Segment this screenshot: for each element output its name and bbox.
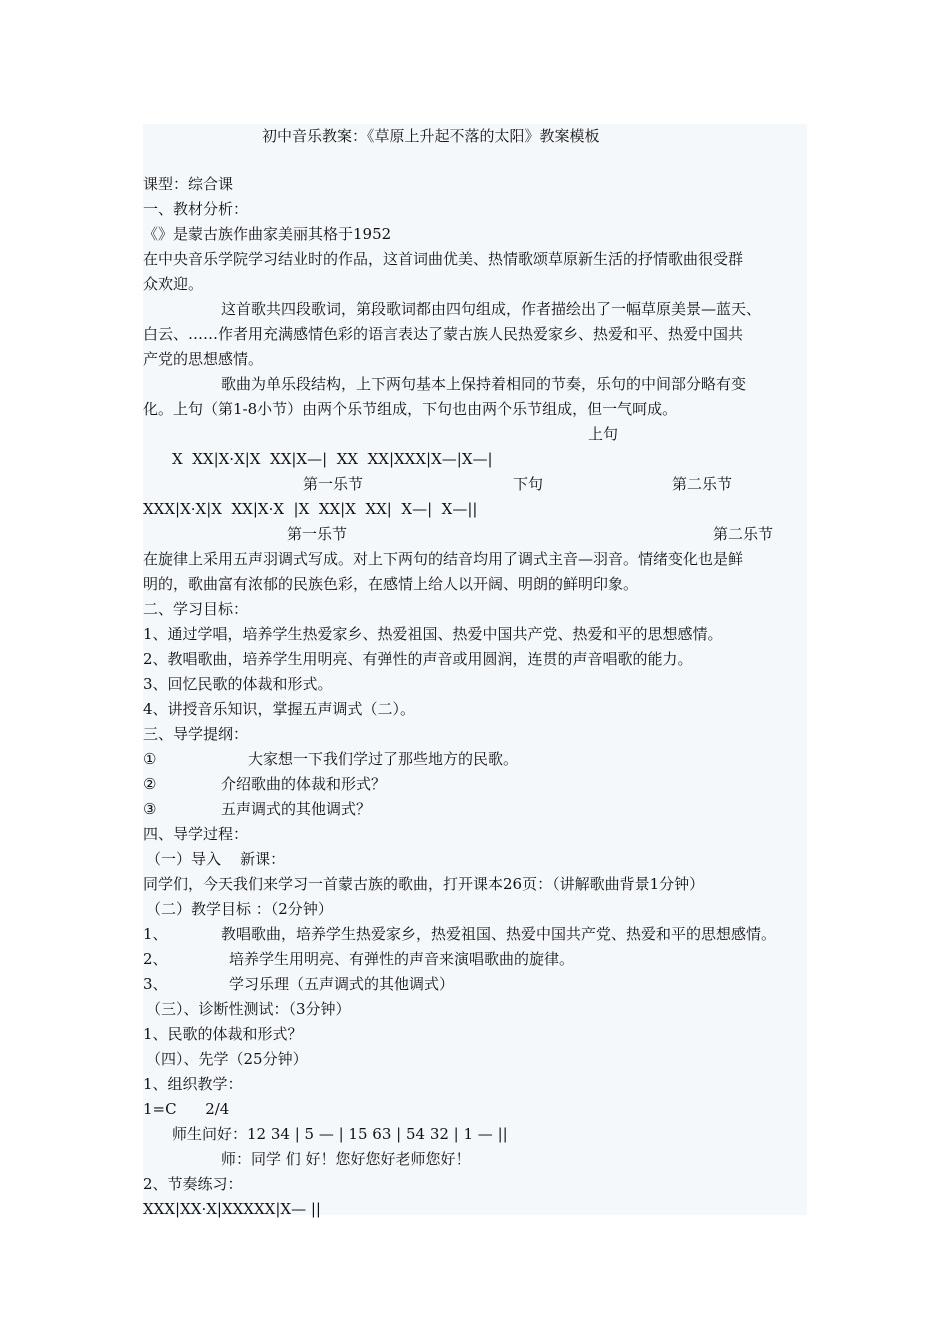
greeting-lyrics: 师：同学 们 好！您好您好老师您好！ [221,1150,471,1168]
section-heading-3: 三、导学提纲： [143,725,249,743]
list-marker: ② [143,775,157,793]
list-item: 大家想一下我们学过了那些地方的民歌。 [248,750,519,768]
rhythm-exercise: XXX|XX·X|XXXXX|X— || [143,1200,321,1218]
subheading: （一）导入 新课： [146,850,286,868]
list-marker: ③ [143,800,157,818]
list-marker: 3、 [143,975,168,993]
list-marker: 1、 [143,925,168,943]
paragraph-line: 产党的思想感情。 [143,350,264,368]
greeting-melody: 师生问好：12 34 | 5 — | 15 63 | 54 32 | 1 — || [172,1125,508,1143]
list-marker: 2、 [143,950,168,968]
paragraph-line: 在中央音乐学院学习结业时的作品，这首词曲优美、热情歌颂草原新生活的抒情歌曲很受群 [143,250,744,268]
document-title: 初中音乐教案：《草原上升起不落的太阳》教案模板 [262,127,600,145]
paragraph-line: 众欢迎。 [143,275,204,293]
rhythm-notation-lower: XXX|X·X|X XX|X·X |X XX|X XX| X—| X—|| [143,500,478,518]
key-signature: 1=C 2/4 [143,1100,230,1118]
list-item: 教唱歌曲，培养学生热爱家乡，热爱祖国、热爱中国共产党、热爱和平的思想感情。 [221,925,777,943]
paragraph-line: 化。上句（第1-8小节）由两个乐节组成，下句也由两个乐节组成，但一气呵成。 [143,400,678,418]
list-item: 培养学生用明亮、有弹性的声音来演唱歌曲的旋律。 [229,950,575,968]
list-item: 2、教唱歌曲，培养学生用明亮、有弹性的声音或用圆润，连贯的声音唱歌的能力。 [143,650,693,668]
subheading: （四）、先学（25分钟） [146,1050,308,1068]
list-item: 五声调式的其他调式？ [221,800,372,818]
section-heading-4: 四、导学过程： [143,825,249,843]
paragraph-line: 在旋律上采用五声羽调式写成。对上下两句的结音均用了调式主音—羽音。情绪变化也是鲜 [143,550,744,568]
list-item: 4、讲授音乐知识，掌握五声调式（二）。 [143,700,416,718]
paragraph-line: 这首歌共四段歌词，第段歌词都由四句组成，作者描绘出了一幅草原美景—蓝天、 [221,300,762,318]
rhythm-label-lower: 下句 [513,475,544,493]
rhythm-label: 第二乐节 [672,475,733,493]
rhythm-label-upper: 上句 [588,425,619,443]
paragraph-line: 歌曲为单乐段结构，上下两句基本上保持着相同的节奏，乐句的中间部分略有变 [221,375,747,393]
rhythm-label: 第一乐节 [303,475,364,493]
paragraph-line: 《》是蒙古族作曲家美丽其格于1952 [143,225,392,243]
lesson-type: 课型：综合课 [143,175,234,193]
subheading: （二）教学目标 ：（2分钟） [146,900,333,918]
list-marker: ① [143,750,157,768]
subheading: （三）、诊断性测试：（3分钟） [146,1000,351,1018]
paragraph-line: 明的，歌曲富有浓郁的民族色彩，在感情上给人以开阔、明朗的鲜明印象。 [143,575,639,593]
section-heading-1: 一、教材分析： [143,200,249,218]
rhythm-label: 第一乐节 [287,525,348,543]
list-item: 2、节奏练习： [143,1175,243,1193]
rhythm-notation-upper: X XX|X·X|X XX|X—| XX XX|XXX|X—|X—| [172,450,493,468]
list-item: 1、民歌的体裁和形式？ [143,1025,303,1043]
paragraph-line: 白云、……作者用充满感情色彩的语言表达了蒙古族人民热爱家乡、热爱和平、热爱中国共 [143,325,744,343]
section-heading-2: 二、学习目标： [143,600,249,618]
list-item: 3、回忆民歌的体裁和形式。 [143,675,333,693]
list-item: 介绍歌曲的体裁和形式？ [221,775,387,793]
list-item: 学习乐理（五声调式的其他调式） [229,975,455,993]
list-item: 1、通过学唱，培养学生热爱家乡、热爱祖国、热爱中国共产党、热爱和平的思想感情。 [143,625,723,643]
list-item: 1、组织教学： [143,1075,243,1093]
paragraph-line: 同学们，今天我们来学习一首蒙古族的歌曲，打开课本26页：（讲解歌曲背景1分钟） [143,875,705,893]
rhythm-label: 第二乐节 [713,525,774,543]
